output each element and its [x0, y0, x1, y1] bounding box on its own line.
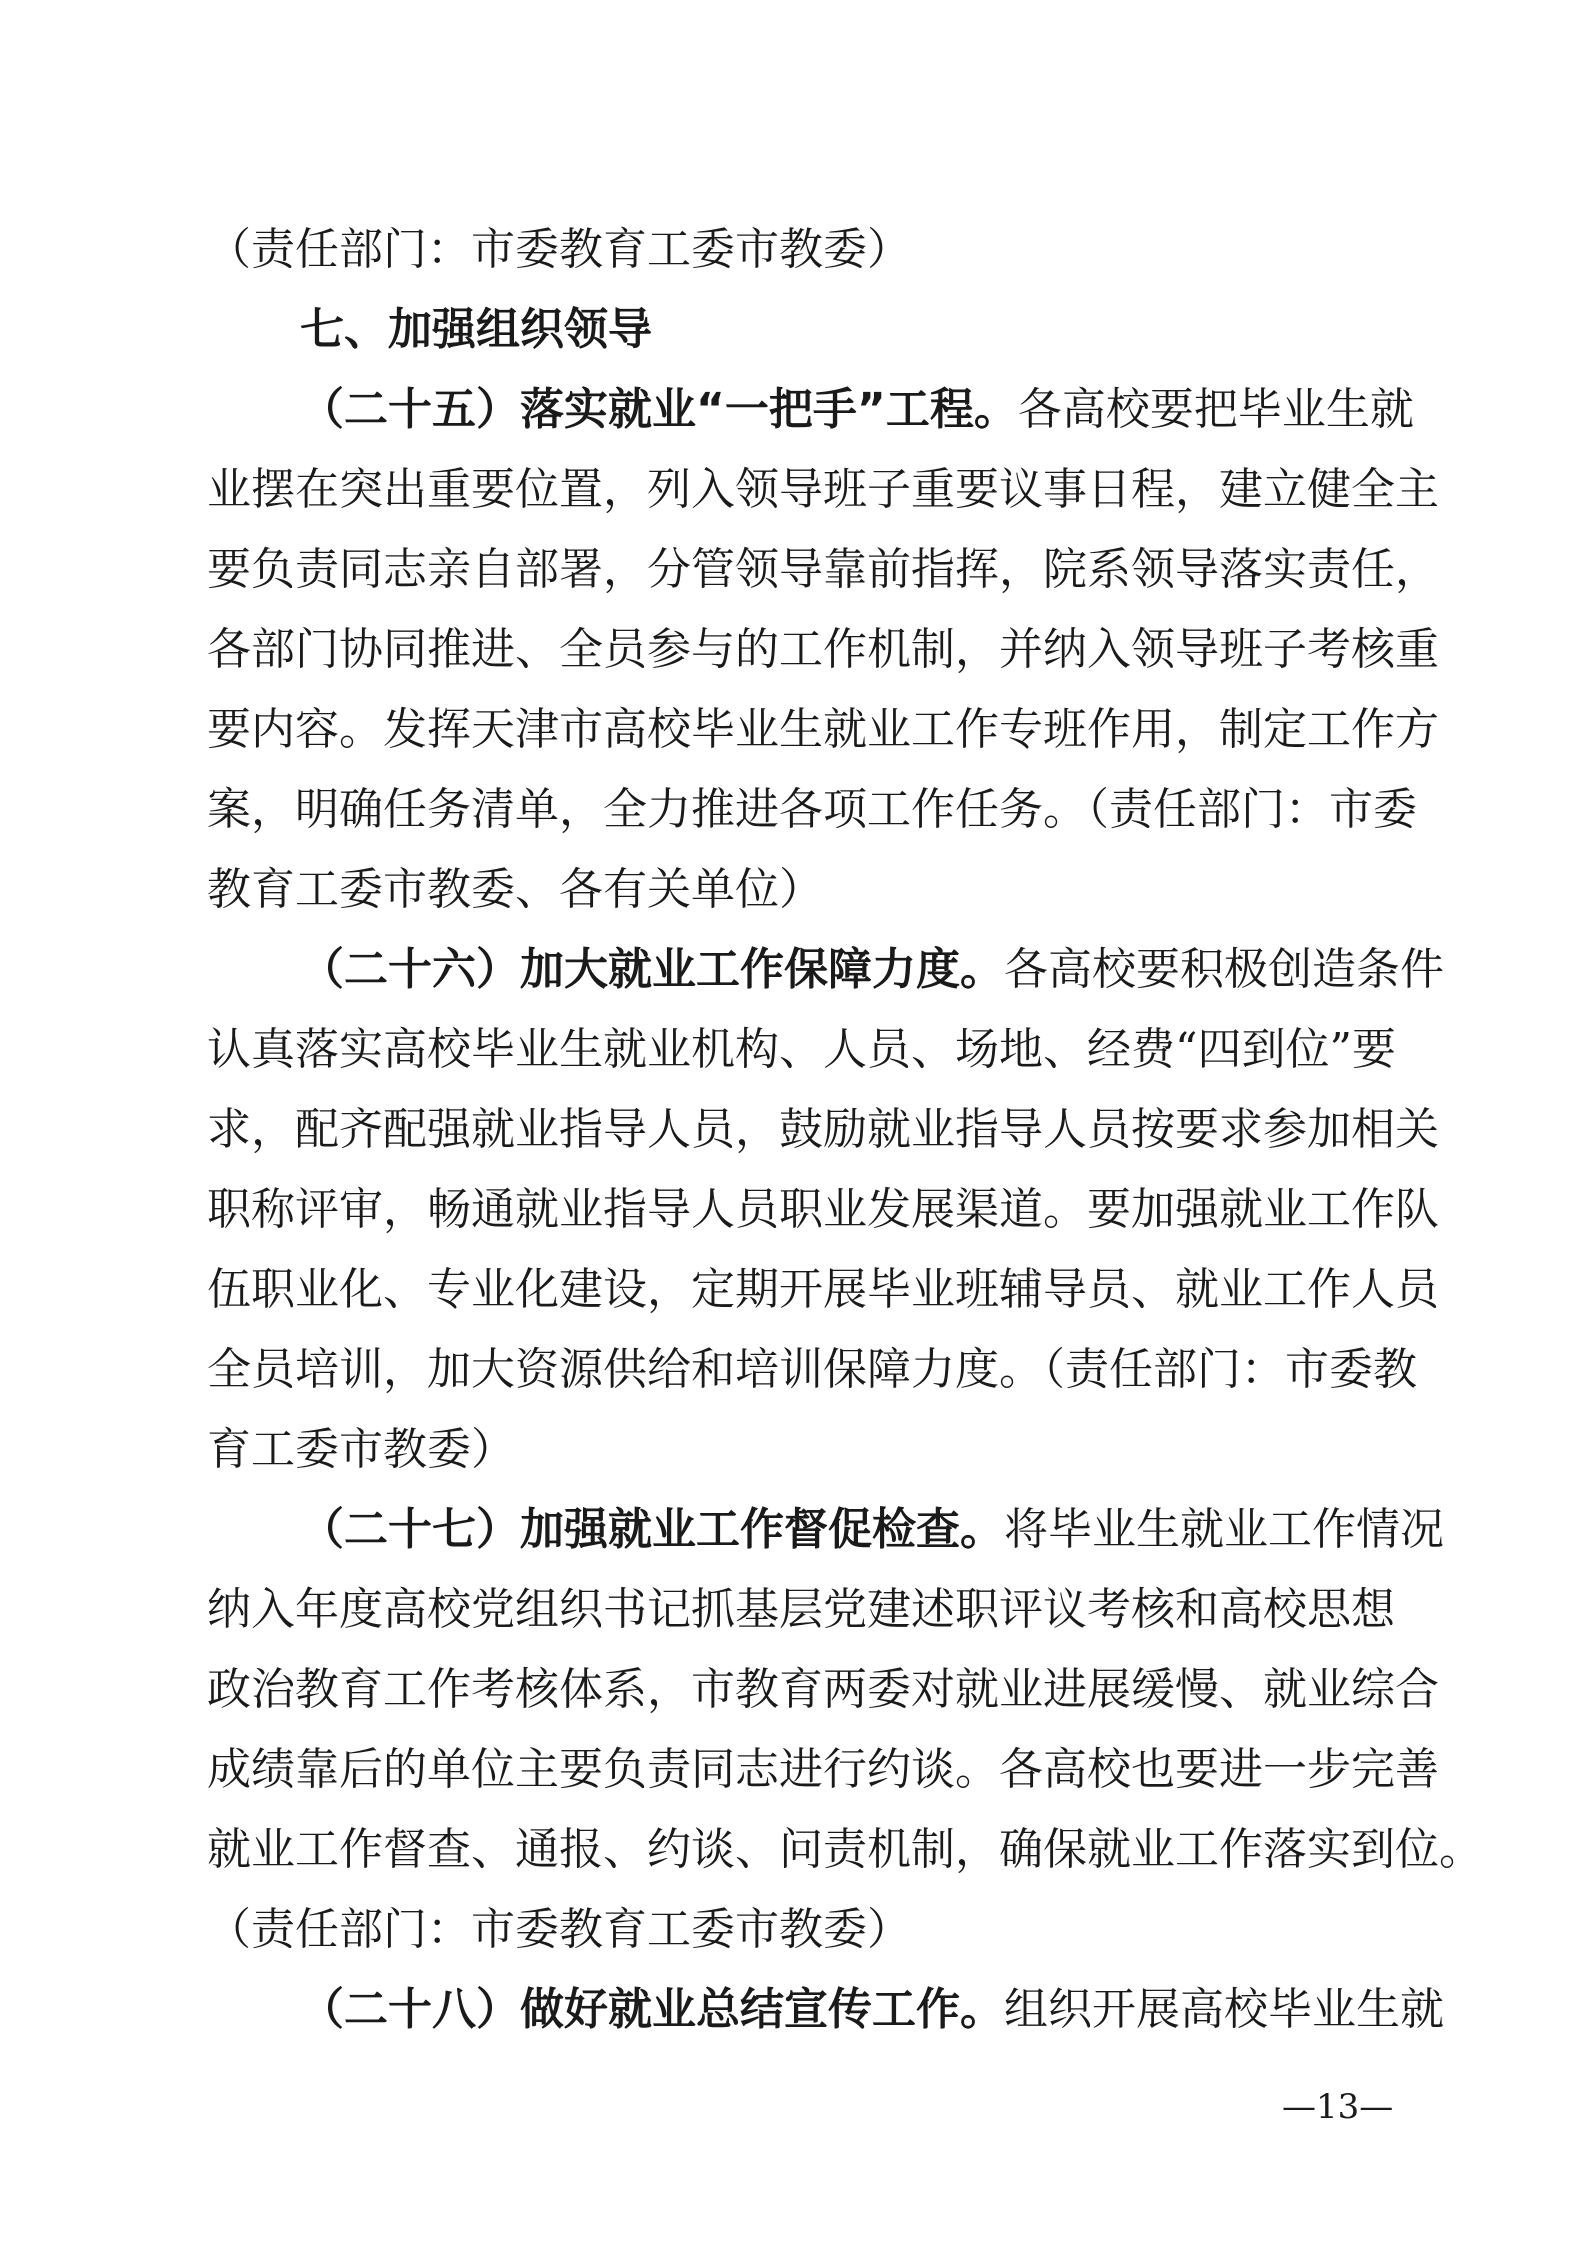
paragraph-line: 教育工委市教委、各有关单位） — [207, 864, 823, 915]
section-heading: 七、加强组织领导 — [300, 304, 652, 355]
paragraph-line: 要负责同志亲自部署，分管领导靠前指挥，院系领导落实责任， — [207, 544, 1439, 595]
paragraph-line: （责任部门：市委教育工委市教委） — [207, 224, 911, 275]
clause-text: 各高校要把毕业生就 — [1017, 384, 1414, 435]
paragraph-line: 要内容。发挥天津市高校毕业生就业工作专班作用，制定工作方 — [207, 704, 1439, 755]
clause-text: 组织开展高校毕业生就 — [1004, 1984, 1444, 2035]
paragraph-line: 育工委市教委） — [207, 1424, 515, 1475]
paragraph-line — [300, 1490, 1444, 1570]
paragraph-line — [300, 1970, 1444, 2050]
clause-heading: （二十八）做好就业总结宣传工作。 — [300, 1984, 1004, 2035]
paragraph-line: 就业工作督查、通报、约谈、问责机制，确保就业工作落实到位。 — [207, 1824, 1483, 1875]
clause-heading: （二十五）落实就业“一把手”工程。 — [300, 384, 1018, 435]
clause-text: 将毕业生就业工作情况 — [1004, 1504, 1444, 1555]
page-number: —13— — [1282, 2087, 1394, 2127]
paragraph-line: 认真落实高校毕业生就业机构、人员、场地、经费“四到位”要 — [207, 1024, 1396, 1075]
paragraph-line: 各部门协同推进、全员参与的工作机制，并纳入领导班子考核重 — [207, 624, 1439, 675]
paragraph-line: 全员培训，加大资源供给和培训保障力度。（责任部门：市委教 — [207, 1344, 1417, 1395]
paragraph-line: （责任部门：市委教育工委市教委） — [207, 1904, 911, 1955]
clause-heading: （二十七）加强就业工作督促检查。 — [300, 1504, 1004, 1555]
paragraph-line — [300, 930, 1444, 1010]
clause-text: 各高校要积极创造条件 — [1004, 944, 1444, 995]
paragraph-line — [300, 370, 1414, 450]
paragraph-line: 案，明确任务清单，全力推进各项工作任务。（责任部门：市委 — [207, 784, 1417, 835]
clause-heading: （二十六）加大就业工作保障力度。 — [300, 944, 1004, 995]
paragraph-line: 职称评审，畅通就业指导人员职业发展渠道。要加强就业工作队 — [207, 1184, 1439, 1235]
paragraph-line: 伍职业化、专业化建设，定期开展毕业班辅导员、就业工作人员 — [207, 1264, 1439, 1315]
paragraph-line: 求，配齐配强就业指导人员，鼓励就业指导人员按要求参加相关 — [207, 1104, 1439, 1155]
paragraph-line: 纳入年度高校党组织书记抓基层党建述职评议考核和高校思想 — [207, 1584, 1395, 1635]
paragraph-line: 业摆在突出重要位置，列入领导班子重要议事日程，建立健全主 — [207, 464, 1439, 515]
paragraph-line: 成绩靠后的单位主要负责同志进行约谈。各高校也要进一步完善 — [207, 1744, 1439, 1795]
paragraph-line: 政治教育工作考核体系，市教育两委对就业进展缓慢、就业综合 — [207, 1664, 1439, 1715]
